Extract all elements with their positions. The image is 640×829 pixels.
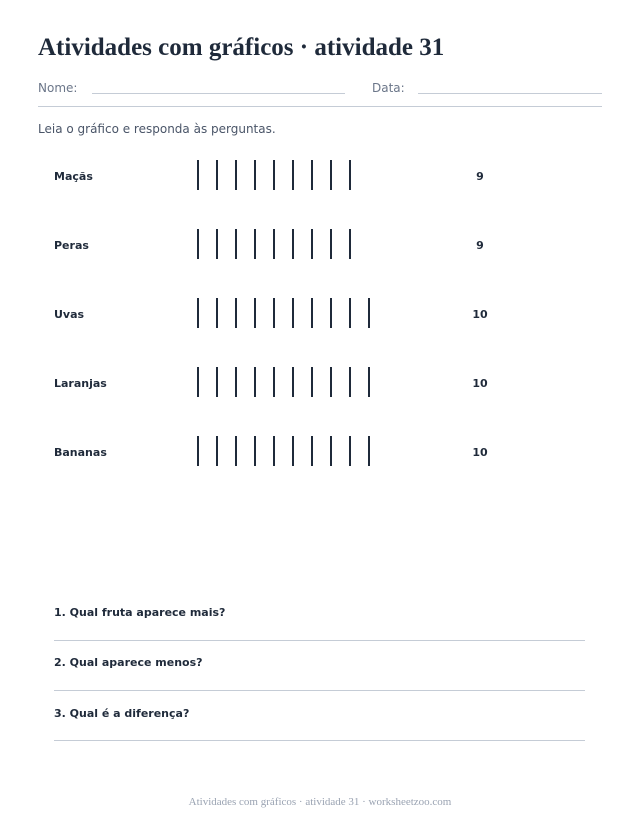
chart-row (0, 160, 640, 194)
tally-mark (273, 160, 275, 190)
tally-mark (292, 229, 294, 259)
tally-mark (311, 298, 313, 328)
tally-mark (197, 367, 199, 397)
answer-line-2[interactable] (54, 690, 585, 691)
name-label: Nome: (38, 81, 78, 95)
tally-mark (368, 436, 370, 466)
tally-mark (235, 367, 237, 397)
tally-mark (197, 436, 199, 466)
chart-row (0, 367, 640, 401)
date-label: Data: (372, 81, 405, 95)
tally-mark (254, 298, 256, 328)
category-label: Maçãs (54, 170, 93, 183)
chart-row (0, 229, 640, 263)
tally-mark (330, 367, 332, 397)
tally-mark (197, 298, 199, 328)
tally-mark (292, 367, 294, 397)
tally-mark (273, 367, 275, 397)
tally-marks (197, 160, 397, 190)
tally-mark (330, 160, 332, 190)
chart-row (0, 436, 640, 470)
tally-mark (254, 367, 256, 397)
tally-mark (273, 229, 275, 259)
tally-mark (235, 229, 237, 259)
tally-mark (273, 298, 275, 328)
tally-marks (197, 298, 397, 328)
tally-mark (349, 367, 351, 397)
category-label: Bananas (54, 446, 107, 459)
chart-row (0, 298, 640, 332)
count-value: 10 (472, 377, 488, 390)
category-label: Laranjas (54, 377, 107, 390)
tally-mark (349, 436, 351, 466)
tally-mark (330, 436, 332, 466)
name-field[interactable] (92, 93, 345, 94)
count-value: 9 (476, 239, 484, 252)
date-field[interactable] (418, 93, 602, 94)
tally-mark (349, 298, 351, 328)
tally-mark (235, 436, 237, 466)
tally-mark (197, 229, 199, 259)
tally-mark (216, 298, 218, 328)
count-value: 10 (472, 446, 488, 459)
question-2: 2. Qual aparece menos? (54, 656, 203, 669)
tally-mark (216, 367, 218, 397)
footer-text: Atividades com gráficos · atividade 31 · worksheetzoo.com (188, 796, 452, 808)
tally-mark (197, 160, 199, 190)
tally-mark (292, 160, 294, 190)
tally-mark (292, 436, 294, 466)
tally-mark (216, 436, 218, 466)
header-divider (38, 106, 602, 107)
question-1: 1. Qual fruta aparece mais? (54, 606, 226, 619)
tally-mark (311, 160, 313, 190)
tally-mark (216, 160, 218, 190)
tally-mark (349, 229, 351, 259)
page-title: Atividades com gráficos · atividade 31 (38, 34, 445, 61)
tally-mark (368, 298, 370, 328)
tally-mark (216, 229, 218, 259)
answer-line-1[interactable] (54, 640, 585, 641)
tally-mark (311, 229, 313, 259)
tally-mark (311, 367, 313, 397)
tally-mark (368, 367, 370, 397)
tally-mark (235, 160, 237, 190)
category-label: Uvas (54, 308, 85, 321)
tally-marks (197, 436, 397, 466)
question-3: 3. Qual é a diferença? (54, 707, 190, 720)
instruction-text: Leia o gráfico e responda às perguntas. (38, 122, 276, 136)
category-label: Peras (54, 239, 89, 252)
tally-mark (330, 298, 332, 328)
count-value: 10 (472, 308, 488, 321)
tally-mark (235, 298, 237, 328)
tally-marks (197, 367, 397, 397)
count-value: 9 (476, 170, 484, 183)
tally-mark (349, 160, 351, 190)
tally-mark (273, 436, 275, 466)
tally-mark (254, 229, 256, 259)
answer-line-3[interactable] (54, 740, 585, 741)
tally-mark (292, 298, 294, 328)
tally-mark (254, 436, 256, 466)
tally-mark (254, 160, 256, 190)
tally-marks (197, 229, 397, 259)
tally-mark (330, 229, 332, 259)
tally-mark (311, 436, 313, 466)
